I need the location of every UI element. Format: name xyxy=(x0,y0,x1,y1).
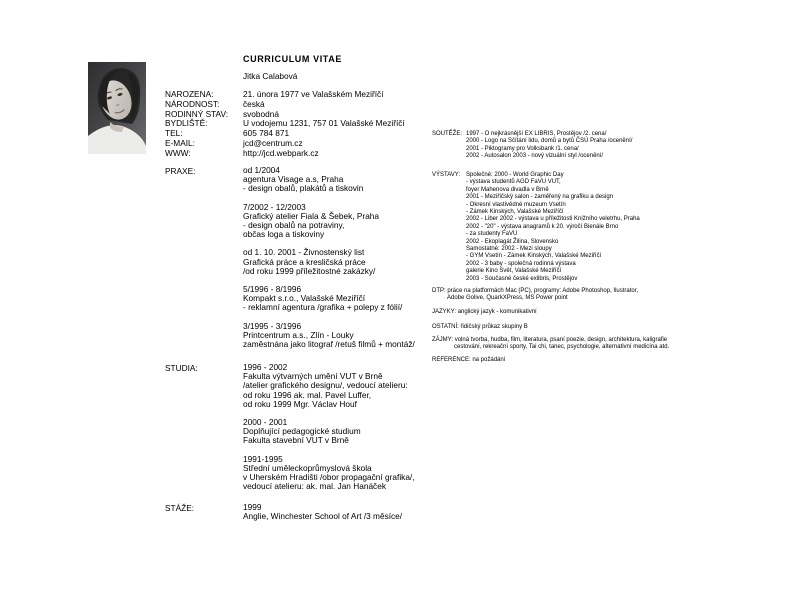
section-label-souteze: SOUTĚŽE: xyxy=(432,131,463,137)
studia-entry xyxy=(243,418,415,446)
staze-line: Anglie, Winchester School of Art /3 měsíce/ xyxy=(243,511,403,522)
section-reference xyxy=(432,357,505,364)
personal-value: svobodná xyxy=(243,108,279,119)
personal-label: RODINNÝ STAV: xyxy=(165,108,228,119)
personal-row xyxy=(165,149,405,159)
personal-www-value: http://jcd.webpark.cz xyxy=(243,147,319,158)
studia-entry xyxy=(243,455,415,492)
cv-title: CURRICULUM VITAE xyxy=(243,54,342,64)
praxe-line: 3/1995 - 3/1996 xyxy=(243,320,302,331)
personal-value: U vodojemu 1231, 757 01 Valašské Meziříčí xyxy=(243,118,405,129)
praxe-line: Kompakt s.r.o., Valašské Meziříčí xyxy=(243,293,366,304)
section-vystavy xyxy=(432,172,640,283)
jazyky-text: anglický jazyk - komunikativní xyxy=(457,309,537,315)
section-label-reference: REFERENCE: xyxy=(432,357,471,363)
personal-value: 605 784 871 xyxy=(243,128,290,139)
studia-line: Doplňující pedagogické studium xyxy=(243,426,361,437)
personal-label: NAROZENA: xyxy=(165,89,214,99)
zajmy-line: cestování, rekreační sporty, Tai chi, tanec, psychologie, alternativní medicína atd. xyxy=(454,344,670,351)
vystavy-line: galerie Kino Svět, Valašské Meziříčí xyxy=(466,268,562,275)
praxe-line: 7/2002 - 12/2003 xyxy=(243,201,306,212)
praxe-entry xyxy=(243,285,415,313)
dtp-line: Adobe Golive, QuarkXPress, MS Power point xyxy=(447,295,568,302)
vystavy-lines xyxy=(466,172,640,283)
section-label-ostatni: OSTATNÍ: xyxy=(432,324,459,330)
praxe-entry xyxy=(243,248,415,276)
section-zajmy xyxy=(432,337,669,352)
studia-line: /atelier grafického designu/, vedoucí atelieru: xyxy=(243,380,408,391)
staze-content xyxy=(243,503,402,530)
studia-line: 1996 - 2002 xyxy=(243,362,288,372)
vystavy-line: - Zámek Kinských, Valašské Meziříčí xyxy=(466,209,564,216)
ostatni-line xyxy=(432,324,528,331)
personal-label: WWW: xyxy=(165,147,191,158)
praxe-entry xyxy=(243,322,415,350)
praxe-line: zaměstnána jako litograf /retuš filmů + montáž/ xyxy=(243,339,415,350)
section-ostatni xyxy=(432,324,528,331)
ostatni-text: řidičský průkaz skupiny B xyxy=(460,324,528,330)
vystavy-line: - Okresní vlastivědné muzeum Vsetín xyxy=(466,201,566,208)
praxe-line: - design obalů na potraviny, xyxy=(243,220,345,231)
vystavy-line: 2001 - Meziříčský salon - zaměřený na grafiku a design xyxy=(466,194,614,201)
praxe-line: od 1/2004 xyxy=(243,165,280,175)
reference-text: na požádání xyxy=(472,357,506,363)
praxe-entry xyxy=(243,203,415,240)
praxe-entry xyxy=(243,166,415,194)
zajmy-text: volná tvorba, hudba, film, literatura, psaní poezie, design, architektura, kaligrafie xyxy=(454,337,668,343)
personal-value: 21. února 1977 ve Valašském Meziříčí xyxy=(243,89,384,99)
staze-line: 1999 xyxy=(243,502,262,512)
praxe-line: - design obalů, plakátů a tiskovin xyxy=(243,183,364,194)
vystavy-line: - GYM Vsetín - Zámek Kinských, Valašské Meziříčí xyxy=(466,253,602,260)
studia-line: 2000 - 2001 xyxy=(243,417,288,428)
souteze-line: 2001 - Piktogramy pro Volksbank /1. cena/ xyxy=(466,145,579,152)
praxe-line: - reklamní agentura /grafika + polepy z fólií/ xyxy=(243,302,403,313)
vystavy-line: - za studenty FaVU xyxy=(466,231,518,238)
section-dtp xyxy=(432,288,638,303)
personal-email-value: jcd@centrum.cz xyxy=(243,137,303,148)
zajmy-line xyxy=(432,337,669,344)
section-jazyky xyxy=(432,309,537,316)
souteze-line: 2002 - Autosalon 2003 - nový vizuální styl /ocenění/ xyxy=(466,153,604,160)
vystavy-line: - výstava studentů AGD FaVU VUT, xyxy=(466,179,561,186)
section-label-zajmy: ZÁJMY: xyxy=(432,337,454,343)
vystavy-line: 2002 - Liber 2002 - výstava u příležitosti Knižního veletrhu, Praha xyxy=(466,216,640,223)
section-label-vystavy: VÝSTAVY: xyxy=(432,172,461,178)
studia-line: Fakulta stavební VUT v Brně xyxy=(243,435,349,446)
portrait-photo xyxy=(88,62,146,154)
vystavy-line: 2002 - Ekoplagát Žilina, Slovensko xyxy=(466,238,559,245)
staze-entry xyxy=(243,503,402,521)
vystavy-line: 2002 - "20" - výstava anagramů k 20. výročí Bienále Brno xyxy=(466,223,619,230)
section-souteze xyxy=(432,131,632,161)
vystavy-line: 2003 - Současné české exlibris, Prostějov xyxy=(466,275,578,282)
personal-label: TEL: xyxy=(165,128,183,139)
praxe-line: občas loga a tiskoviny xyxy=(243,229,325,240)
personal-label: NÁRODNOST: xyxy=(165,98,220,109)
personal-info-block xyxy=(165,90,405,159)
vystavy-line: Společné: 2000 - World Graphic Day xyxy=(466,172,564,178)
jazyky-line xyxy=(432,309,537,316)
dtp-line xyxy=(432,288,638,295)
studia-content xyxy=(243,363,415,500)
cv-name: Jitka Calabová xyxy=(243,71,298,81)
vystavy-line: Samostatné: 2002 - Mezi sloupy xyxy=(466,246,552,253)
souteze-line: 1997 - O nejkrásnější EX LIBRIS, Prostějov /2. cena/ xyxy=(466,131,607,137)
studia-line: v Uherském Hradišti /obor propagační grafika/, xyxy=(243,472,415,483)
section-label-staze: STÁŽE: xyxy=(165,503,195,513)
praxe-line: od 1. 10. 2001 - Živnostenský list xyxy=(243,247,365,258)
souteze-line: 2000 - Logo na Sčítání lidu, domů a bytů ČSÚ Praha /ocenění/ xyxy=(466,138,633,145)
personal-label: BYDLIŠTĚ: xyxy=(165,118,208,129)
praxe-line: agentura Visage a.s, Praha xyxy=(243,174,344,185)
studia-line: Fakulta výtvarných umění VUT v Brně xyxy=(243,371,383,382)
personal-value: česká xyxy=(243,98,265,109)
reference-line xyxy=(432,357,505,364)
praxe-line: Grafická práce a kresličská práce xyxy=(243,256,366,267)
section-label-praxe: PRAXE: xyxy=(165,166,196,176)
portrait-photo-image xyxy=(88,62,146,154)
praxe-line: /od roku 1999 příležitostné zakázky/ xyxy=(243,265,376,276)
vystavy-line: foyer Mahenova divadla v Brně xyxy=(466,186,549,193)
praxe-line: 5/1996 - 8/1996 xyxy=(243,284,302,295)
section-label-jazyky: JAZYKY: xyxy=(432,309,457,315)
section-label-studia: STUDIA: xyxy=(165,363,198,373)
studia-line: Střední uměleckoprůmyslová škola xyxy=(243,462,372,473)
studia-entry xyxy=(243,363,415,409)
praxe-line: Printcentrum a.s., Zlín - Louky xyxy=(243,329,354,340)
vystavy-line: 2002 - 3 baby - společná rodinná výstava xyxy=(466,260,576,267)
section-label-dtp: DTP: xyxy=(432,288,446,294)
praxe-line: Grafický atelier Fiala & Šebek, Praha xyxy=(243,210,380,221)
praxe-content xyxy=(243,166,415,358)
personal-label: E-MAIL: xyxy=(165,137,195,148)
studia-line: od roku 1999 Mgr. Václav Houf xyxy=(243,398,357,409)
studia-line: od roku 1996 ak. mal. Pavel Luffer, xyxy=(243,389,372,400)
dtp-text: práce na platformách Mac (PC), programy: Adobe Photoshop, Ilustrator, xyxy=(447,288,639,294)
studia-line: vedoucí atelieru: ak. mal. Jan Hanáček xyxy=(243,481,386,492)
studia-line: 1991-1995 xyxy=(243,453,283,464)
souteze-lines xyxy=(466,131,632,161)
